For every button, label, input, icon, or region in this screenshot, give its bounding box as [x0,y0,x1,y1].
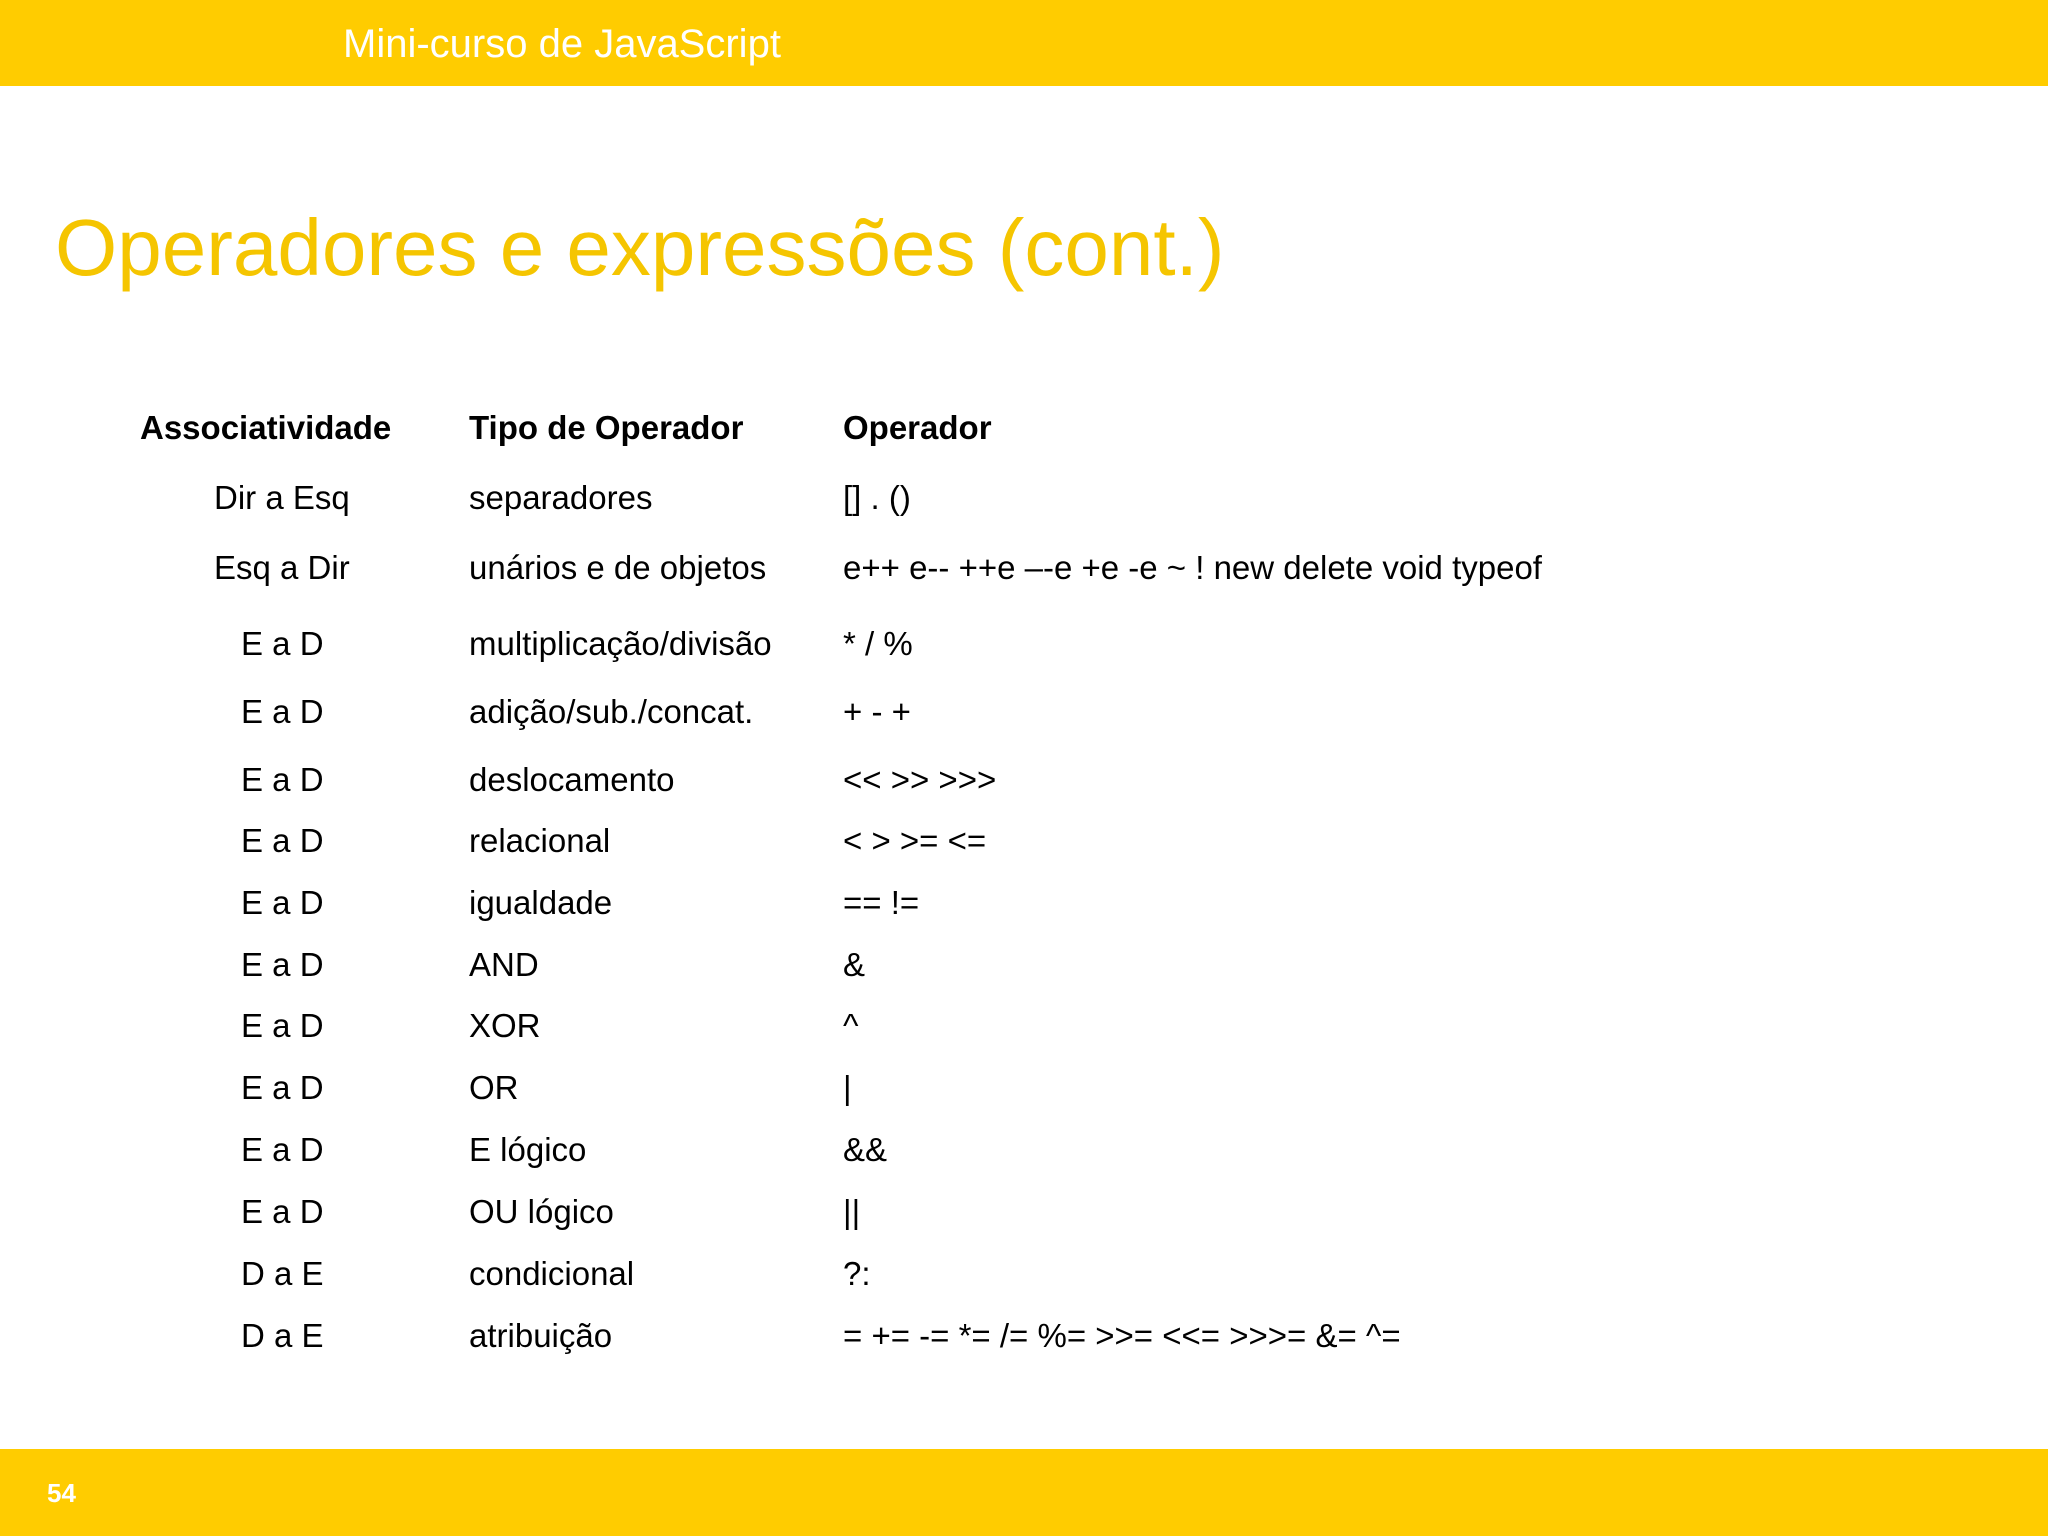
row-operador: [] . () [843,479,911,516]
row-assoc: E a D [241,1131,324,1168]
row-operador: || [843,1193,861,1230]
row-assoc: E a D [241,884,324,921]
column-header-tipo: Tipo de Operador [469,409,744,446]
row-tipo: AND [469,946,539,983]
row-assoc: E a D [241,1193,324,1230]
row-tipo: OU lógico [469,1193,614,1230]
row-assoc: E a D [241,946,324,983]
row-assoc: E a D [241,1069,324,1106]
row-operador: & [843,946,866,983]
row-operador: < > >= <= [843,822,987,859]
row-operador: e++ e-- ++e –-e +e -e ~ ! new delete void typeof [843,549,1542,586]
row-assoc: D a E [241,1317,324,1354]
row-tipo: relacional [469,822,611,859]
row-assoc: E a D [241,625,324,662]
row-operador: * / % [843,625,913,662]
row-operador: + - + [843,693,911,730]
row-operador: << >> >>> [843,761,997,798]
row-tipo: condicional [469,1255,635,1292]
row-assoc: E a D [241,1007,324,1044]
page-number: 54 [47,1478,76,1508]
row-assoc: Dir a Esq [214,479,350,516]
row-operador: = += -= *= /= %= >>= <<= >>>= &= ^= [843,1317,1401,1354]
row-assoc: D a E [241,1255,324,1292]
row-tipo: igualdade [469,884,613,921]
row-operador: && [843,1131,888,1168]
row-tipo: separadores [469,479,653,516]
row-assoc: E a D [241,822,324,859]
row-tipo: XOR [469,1007,541,1044]
row-operador: ^ [843,1007,859,1044]
row-tipo: OR [469,1069,519,1106]
row-tipo: deslocamento [469,761,675,798]
course-title: Mini-curso de JavaScript [343,22,781,66]
row-tipo: atribuição [469,1317,613,1354]
row-tipo: unários e de objetos [469,549,767,586]
footer-bar [0,1449,2048,1536]
slide-title: Operadores e expressões (cont.) [55,203,1225,292]
column-header-associatividade: Associatividade [140,409,392,446]
row-tipo: multiplicação/divisão [469,625,772,662]
row-tipo: E lógico [469,1131,587,1168]
column-header-operador: Operador [843,409,992,446]
row-assoc: Esq a Dir [214,549,350,586]
row-operador: | [843,1069,852,1106]
row-operador: ?: [843,1255,871,1292]
row-assoc: E a D [241,693,324,730]
row-assoc: E a D [241,761,324,798]
row-operador: == != [843,884,920,921]
row-tipo: adição/sub./concat. [469,693,754,730]
